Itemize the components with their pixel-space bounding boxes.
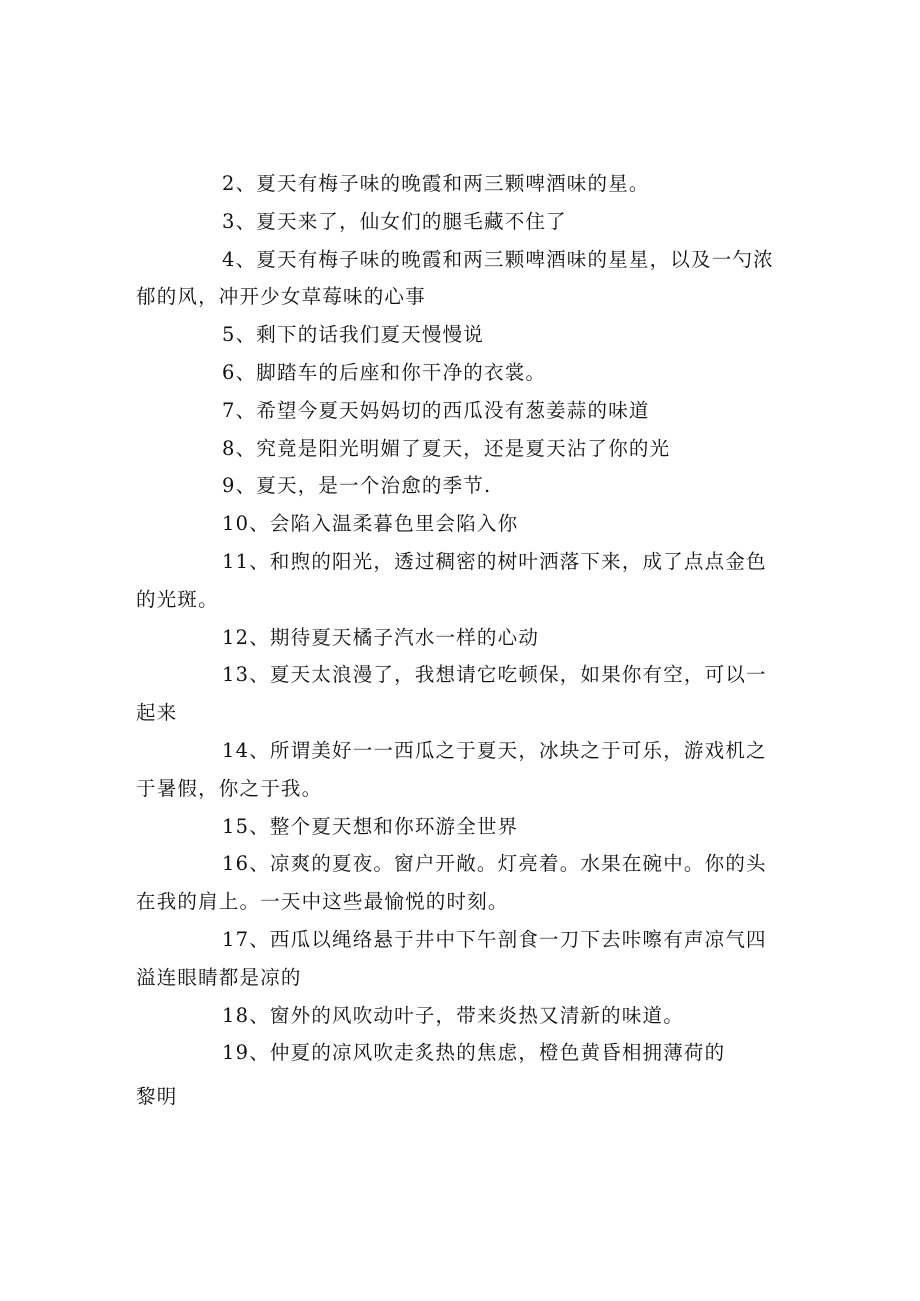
paragraph: 13、夏天太浪漫了，我想请它吃顿保，如果你有空，可以一起来 xyxy=(136,663,767,725)
paragraph: 6、脚踏车的后座和你干净的衣裳。 xyxy=(222,360,547,384)
paragraph: 15、整个夏天想和你环游全世界 xyxy=(222,814,519,838)
paragraph: 14、所谓美好一一西瓜之于夏天，冰块之于可乐，游戏机之于暑假，你之于我。 xyxy=(136,738,767,800)
paragraph: 11、和煦的阳光，透过稠密的树叶洒落下来，成了点点金色的光斑。 xyxy=(136,549,767,611)
paragraph: 16、凉爽的夏夜。窗户开敞。灯亮着。水果在碗中。你的头在我的肩上。一天中这些最愉悦的时刻。 xyxy=(136,852,767,914)
document-body xyxy=(136,165,784,1116)
paragraph: 2、夏天有梅子味的晚霞和两三颗啤酒味的星。 xyxy=(222,172,650,195)
paragraph: 3、夏天来了，仙女们的腿毛藏不住了 xyxy=(222,209,567,233)
paragraph: 7、希望今夏天妈妈切的西瓜没有葱姜蒜的味道 xyxy=(222,398,650,422)
paragraph: 9、夏天，是一个治愈的季节. xyxy=(222,474,492,498)
paragraph: 17、西瓜以绳络悬于井中下午剖食一刀下去咔嚓有声凉气四溢连眼睛都是凉的 xyxy=(136,927,767,989)
paragraph: 10、会陷入温柔暮色里会陷入你 xyxy=(222,512,519,536)
paragraph: 4、夏天有梅子味的晚霞和两三颗啤酒味的星星，以及一勺浓郁的风，冲开少女草莓味的心事 xyxy=(136,247,774,309)
paragraph: 12、期待夏天橘子汽水一样的心动 xyxy=(222,625,540,649)
paragraph: 19、仲夏的凉风吹走炙热的焦虑，橙色黄昏相拥薄荷的 xyxy=(222,1041,726,1065)
paragraph: 8、究竟是阳光明媚了夏天，还是夏天沾了你的光 xyxy=(222,436,671,460)
paragraph: 18、窗外的风吹动叶子，带来炎热又清新的味道。 xyxy=(222,1003,684,1027)
paragraph: 5、剩下的话我们夏天慢慢说 xyxy=(222,323,485,347)
paragraph-continuation: 黎明 xyxy=(136,1085,178,1109)
